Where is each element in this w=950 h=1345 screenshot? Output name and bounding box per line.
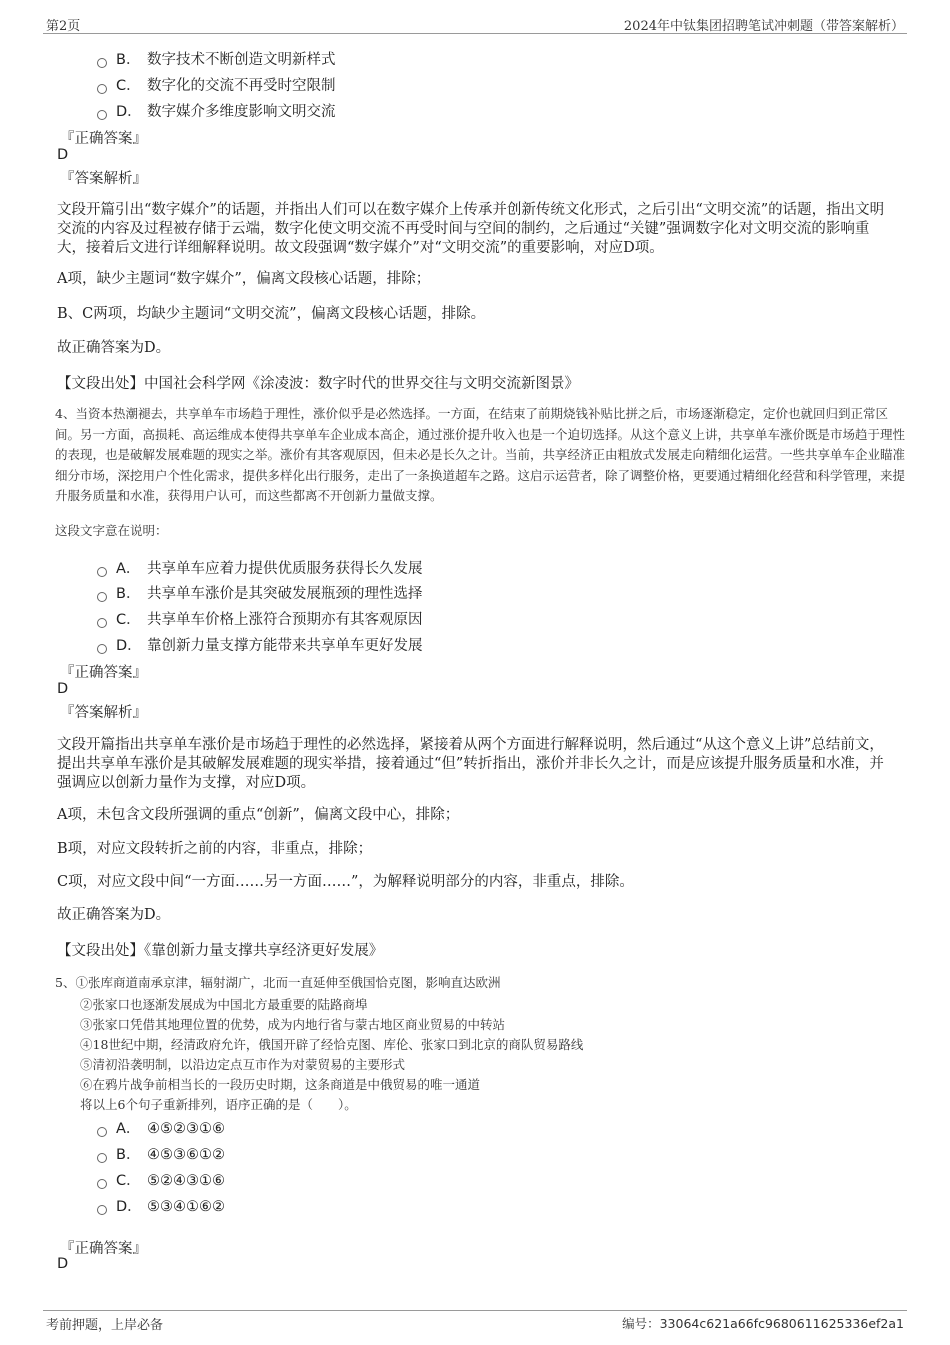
radio-icon[interactable] bbox=[97, 644, 107, 654]
q3-conclusion: 故正确答案为D。 bbox=[57, 340, 171, 356]
q3-source: 【文段出处】中国社会科学网《涂凌波：数字时代的世界交往与文明交流新图景》 bbox=[57, 376, 579, 392]
radio-icon[interactable] bbox=[97, 567, 107, 577]
footer-slogan: 考前押题，上岸必备 bbox=[46, 1318, 164, 1333]
q5-sentence-2: ②张家口也逐渐发展成为中国北方最重要的陆路商埠 bbox=[80, 997, 368, 1012]
radio-icon[interactable] bbox=[97, 592, 107, 602]
q5-sentence-4: ④18世纪中期，经清政府允许，俄国开辟了经恰克图、库伦、张家口到北京的商队贸易路线 bbox=[80, 1037, 584, 1052]
q4-option-b[interactable]: B． 共享单车涨价是其突破发展瓶颈的理性选择 bbox=[97, 582, 423, 603]
header-divider bbox=[43, 33, 907, 34]
radio-icon[interactable] bbox=[97, 58, 107, 68]
radio-icon[interactable] bbox=[97, 1205, 107, 1215]
radio-icon[interactable] bbox=[97, 84, 107, 94]
q5-option-a[interactable]: A． ④⑤②③①⑥ bbox=[97, 1117, 225, 1138]
q5-option-b[interactable]: B． ④⑤③⑥①② bbox=[97, 1143, 225, 1164]
q4-option-d[interactable]: D． 靠创新力量支撑方能带来共享单车更好发展 bbox=[97, 634, 423, 655]
radio-icon[interactable] bbox=[97, 1127, 107, 1137]
q5-sentence-5: ⑤清初沿袭明制，以沿边定点互市作为对蒙贸易的主要形式 bbox=[80, 1057, 406, 1072]
q3-point-a: A项，缺少主题词“数字媒介”，偏离文段核心话题，排除； bbox=[57, 271, 431, 287]
q4-point-b: B项，对应文段转折之前的内容，非重点，排除； bbox=[57, 841, 373, 857]
q3-analysis-label: 『答案解析』 bbox=[60, 171, 147, 187]
q5-option-d[interactable]: D． ⑤③④①⑥② bbox=[97, 1195, 225, 1216]
q4-option-a[interactable]: A． 共享单车应着力提供优质服务获得长久发展 bbox=[97, 557, 423, 578]
q4-stem: 4、当资本热潮褪去，共享单车市场趋于理性，涨价似乎是必然选择。一方面，在结束了前期烧钱补贴比拼之后，市场逐渐稳定，定价也就回归到正常区间。另一方面，高损耗、高运维成本使得共享单车企业成本高企，通过涨价提升收入也是一个迫切选择。从这个意义上讲，共享单车涨价既是市场趋于理性的表现，也是破解发展难题的现实之举。涨价有其客观原因，但未必是长久之计。当前，共享经济正由粗放式发展走向精细化运营。一些共享单车企业瞄准细分市场，深挖用户个性化需求，提供多样化出行服务，走出了一条换道超车之路。这启示运营者，除了调整价格，更要通过精细化经营和科学管理，来提升服务质量和水准，获得用户认可，而这些都离不开创新力量做支撑。 bbox=[55, 406, 906, 503]
document-title: 2024年中钛集团招聘笔试冲刺题（带答案解析） bbox=[623, 19, 904, 34]
q5-answer-label: 『正确答案』 bbox=[60, 1241, 147, 1257]
footer-serial: 编号：33064c621a66fc9680611625336ef2a1 bbox=[622, 1316, 904, 1331]
radio-icon[interactable] bbox=[97, 1153, 107, 1163]
q4-conclusion: 故正确答案为D。 bbox=[57, 907, 171, 923]
q3-option-c[interactable]: C． 数字化的交流不再受时空限制 bbox=[97, 74, 336, 95]
q4-source: 【文段出处】《靠创新力量支撑共享经济更好发展》 bbox=[57, 943, 384, 959]
q4-prompt: 这段文字意在说明： bbox=[55, 523, 168, 538]
q5-sentence-3: ③张家口凭借其地理位置的优势，成为内地行省与蒙古地区商业贸易的中转站 bbox=[80, 1017, 506, 1032]
q4-answer-label: 『正确答案』 bbox=[60, 665, 147, 681]
radio-icon[interactable] bbox=[97, 618, 107, 628]
q4-analysis-label: 『答案解析』 bbox=[60, 705, 147, 721]
q5-sentence-1: 5、①张库商道南承京津，辐射湖广，北而一直延伸至俄国恰克图，影响直达欧洲 bbox=[55, 975, 501, 990]
radio-icon[interactable] bbox=[97, 1179, 107, 1189]
q4-option-c[interactable]: C． 共享单车价格上涨符合预期亦有其客观原因 bbox=[97, 608, 423, 629]
q4-answer: D bbox=[57, 681, 69, 697]
radio-icon[interactable] bbox=[97, 110, 107, 120]
q4-point-a: A项，未包含文段所强调的重点“创新”，偏离文段中心，排除； bbox=[57, 807, 460, 823]
page-number: 第2页 bbox=[46, 19, 81, 34]
footer-divider bbox=[43, 1310, 907, 1311]
q4-point-c: C项，对应文段中间“一方面……另一方面……”，为解释说明部分的内容，非重点，排除。 bbox=[57, 874, 634, 890]
q5-option-c[interactable]: C． ⑤②④③①⑥ bbox=[97, 1169, 225, 1190]
q3-answer: D bbox=[57, 147, 69, 163]
q5-prompt: 将以上6个句子重新排列，语序正确的是（ ）。 bbox=[80, 1097, 357, 1112]
q3-analysis-paragraph: 文段开篇引出“数字媒介”的话题，并指出人们可以在数字媒介上传承并创新传统文化形式，之后引出“文明交流”的话题，指出文明交流的内容及过程被存储于云端，数字化使文明交流不再受时间与空间的制约，之后通过“关键”强调数字化对文明交流的影响重大，接着后文进行详细解释说明。故文段强调“数字媒介”对“文明交流”的重要影响，对应D项。 bbox=[57, 202, 885, 256]
q5-answer: D bbox=[57, 1256, 69, 1272]
q3-point-bc: B、C两项，均缺少主题词“文明交流”，偏离文段核心话题，排除。 bbox=[57, 306, 486, 322]
q3-option-d[interactable]: D． 数字媒介多维度影响文明交流 bbox=[97, 100, 336, 121]
q4-analysis-paragraph: 文段开篇指出共享单车涨价是市场趋于理性的必然选择，紧接着从两个方面进行解释说明，然后通过“从这个意义上讲”总结前文，提出共享单车涨价是其破解发展难题的现实举措，接着通过“但”转折指出，涨价并非长久之计，而是应该提升服务质量和水准，并强调应以创新力量作为支撑，对应D项。 bbox=[57, 737, 884, 791]
q3-answer-label: 『正确答案』 bbox=[60, 131, 147, 147]
q3-option-b[interactable]: B． 数字技术不断创造文明新样式 bbox=[97, 48, 336, 69]
q5-sentence-6: ⑥在鸦片战争前相当长的一段历史时期，这条商道是中俄贸易的唯一通道 bbox=[80, 1077, 481, 1092]
